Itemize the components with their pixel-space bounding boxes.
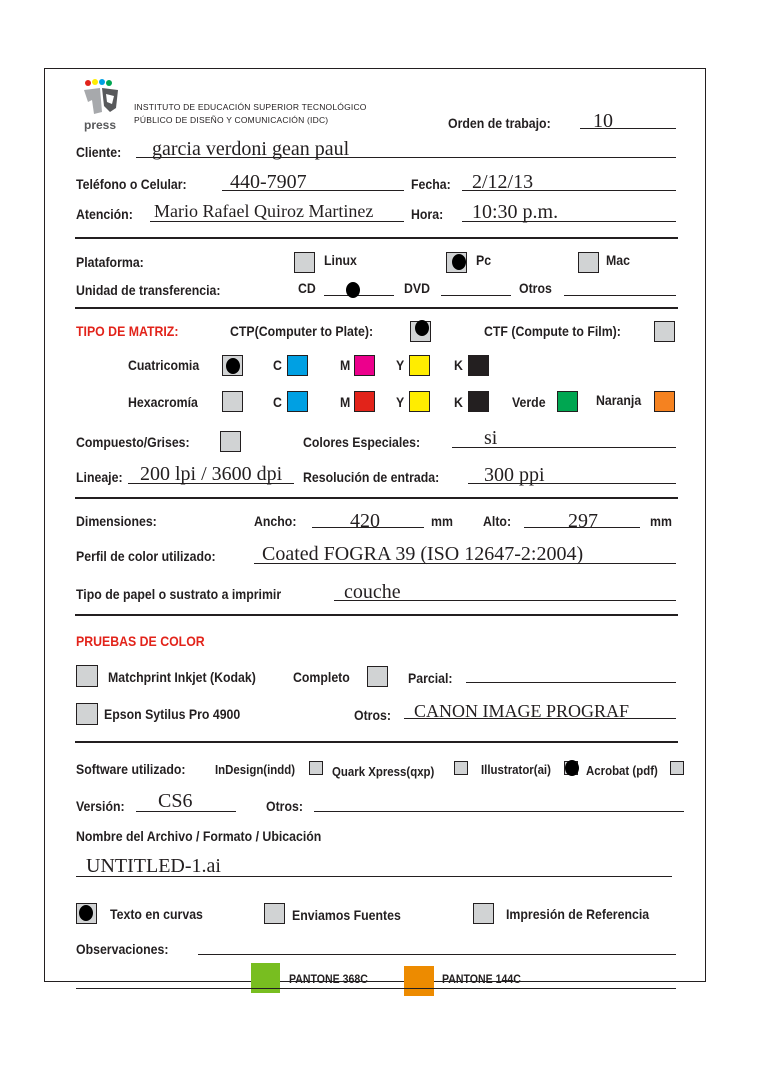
black-swatch (468, 355, 489, 376)
pantone-144c-swatch (404, 966, 434, 996)
indesign-checkbox[interactable] (309, 761, 323, 775)
cd-label: CD (298, 280, 316, 296)
ancho-unit: mm (431, 513, 453, 529)
papel-value[interactable]: couche (344, 581, 401, 603)
pruebas-otros-label: Otros: (354, 707, 391, 723)
hex-cyan-swatch (287, 391, 308, 412)
cliente-value[interactable]: garcia verdoni gean paul (152, 138, 350, 160)
matchprint-checkbox[interactable] (76, 665, 98, 687)
acrobat-checkbox[interactable] (670, 761, 684, 775)
plataforma-label: Plataforma: (76, 254, 144, 270)
ctp-selected-mark (415, 320, 429, 336)
compuesto-checkbox[interactable] (220, 431, 241, 452)
hex-k-label: K (454, 394, 463, 410)
compuesto-label: Compuesto/Grises: (76, 434, 190, 450)
archivo-value[interactable]: UNTITLED-1.ai (86, 855, 221, 877)
ctf-checkbox[interactable] (654, 321, 675, 342)
hex-c-label: C (273, 394, 282, 410)
alto-label: Alto: (483, 513, 512, 529)
cd-selected-mark[interactable] (346, 282, 360, 298)
atencion-value[interactable]: Mario Rafael Quiroz Martinez (154, 201, 374, 221)
version-value[interactable]: CS6 (158, 790, 193, 812)
pc-label: Pc (476, 252, 492, 268)
telefono-value[interactable]: 440-7907 (230, 171, 307, 193)
software-label: Software utilizado: (76, 761, 186, 777)
ancho-label: Ancho: (254, 513, 297, 529)
dimensiones-label: Dimensiones: (76, 513, 157, 529)
naranja-label: Naranja (596, 392, 642, 408)
ancho-value[interactable]: 420 (350, 510, 380, 532)
hex-m-label: M (340, 394, 351, 410)
fecha-value[interactable]: 2/12/13 (472, 171, 534, 193)
illustrator-label: Illustrator(ai) (481, 762, 551, 777)
divider (75, 741, 678, 743)
curvas-selected-mark (79, 905, 93, 921)
completo-label: Completo (293, 669, 350, 685)
matriz-label: TIPO DE MATRIZ: (76, 323, 179, 339)
pruebas-label: PRUEBAS DE COLOR (76, 633, 205, 649)
hexacromia-checkbox[interactable] (222, 391, 243, 412)
alto-value[interactable]: 297 (568, 510, 598, 532)
parcial-label: Parcial: (408, 670, 453, 686)
institute-line-1: INSTITUTO DE EDUCACIÓN SUPERIOR TECNOLÓGICO (134, 102, 367, 112)
pruebas-otros-value[interactable]: CANON IMAGE PROGRAF (414, 701, 630, 721)
referencia-label: Impresión de Referencia (506, 906, 650, 922)
divider (75, 614, 678, 616)
archivo-label: Nombre del Archivo / Formato / Ubicación (76, 828, 322, 844)
mac-checkbox[interactable] (578, 252, 599, 273)
epson-checkbox[interactable] (76, 703, 98, 725)
hex-yellow-swatch (409, 391, 430, 412)
pantone-144c-label: PANTONE 144C (442, 972, 521, 986)
fecha-label: Fecha: (411, 176, 451, 192)
pc-selected-mark (452, 254, 466, 270)
acrobat-label: Acrobat (pdf) (586, 763, 658, 778)
epson-label: Epson Sytilus Pro 4900 (104, 706, 241, 722)
ctf-label: CTF (Compute to Film): (484, 323, 621, 339)
pantone-368c-label: PANTONE 368C (289, 972, 368, 986)
m-label: M (340, 357, 351, 373)
cuatricomia-selected-mark (226, 358, 240, 374)
referencia-checkbox[interactable] (473, 903, 494, 924)
papel-label: Tipo de papel o sustrato a imprimir (76, 586, 282, 602)
hora-label: Hora: (411, 206, 444, 222)
verde-label: Verde (512, 394, 546, 410)
version-label: Versión: (76, 798, 125, 814)
indesign-label: InDesign(indd) (215, 762, 296, 777)
otros-label: Otros (519, 280, 552, 296)
curvas-label: Texto en curvas (110, 906, 203, 922)
c-label: C (273, 357, 282, 373)
fuentes-label: Enviamos Fuentes (292, 907, 401, 923)
hora-value[interactable]: 10:30 p.m. (472, 201, 559, 223)
cuatricomia-label: Cuatricomia (128, 357, 200, 373)
lineaje-label: Lineaje: (76, 469, 123, 485)
resolucion-label: Resolución de entrada: (303, 469, 440, 485)
especiales-value[interactable]: si (484, 427, 498, 449)
telefono-label: Teléfono o Celular: (76, 176, 187, 192)
quark-label: Quark Xpress(qxp) (332, 764, 435, 779)
perfil-value[interactable]: Coated FOGRA 39 (ISO 12647-2:2004) (262, 543, 584, 565)
cyan-swatch (287, 355, 308, 376)
naranja-swatch (654, 391, 675, 412)
alto-unit: mm (650, 513, 672, 529)
linux-checkbox[interactable] (294, 252, 315, 273)
divider (75, 497, 678, 499)
yellow-swatch (409, 355, 430, 376)
matchprint-label: Matchprint Inkjet (Kodak) (108, 669, 256, 685)
illustrator-selected-mark (565, 760, 579, 776)
observaciones-label: Observaciones: (76, 941, 169, 957)
hexacromia-label: Hexacromía (128, 394, 198, 410)
linux-label: Linux (324, 252, 357, 268)
cliente-label: Cliente: (76, 144, 122, 160)
hex-y-label: Y (396, 394, 405, 410)
dvd-label: DVD (404, 280, 431, 296)
perfil-label: Perfil de color utilizado: (76, 548, 216, 564)
completo-checkbox[interactable] (367, 666, 388, 687)
version-otros-label: Otros: (266, 798, 303, 814)
atencion-label: Atención: (76, 206, 133, 222)
verde-swatch (557, 391, 578, 412)
fuentes-checkbox[interactable] (264, 903, 285, 924)
resolucion-value[interactable]: 300 ppi (484, 464, 545, 486)
divider (75, 307, 678, 309)
k-label: K (454, 357, 463, 373)
especiales-label: Colores Especiales: (303, 434, 421, 450)
lineaje-value[interactable]: 200 lpi / 3600 dpi (140, 463, 283, 485)
divider (75, 237, 678, 239)
orden-label: Orden de trabajo: (448, 115, 551, 131)
transferencia-label: Unidad de transferencia: (76, 282, 221, 298)
hex-black-swatch (468, 391, 489, 412)
orden-value[interactable]: 10 (593, 110, 613, 132)
mac-label: Mac (606, 252, 630, 268)
institute-line-2: PÚBLICO DE DISEÑO Y COMUNICACIÓN (IDC) (134, 115, 329, 125)
ctp-label: CTP(Computer to Plate): (230, 323, 374, 339)
quark-checkbox[interactable] (454, 761, 468, 775)
logo-word: press (84, 118, 117, 132)
y-label: Y (396, 357, 405, 373)
magenta-swatch (354, 355, 375, 376)
hex-magenta-swatch (354, 391, 375, 412)
